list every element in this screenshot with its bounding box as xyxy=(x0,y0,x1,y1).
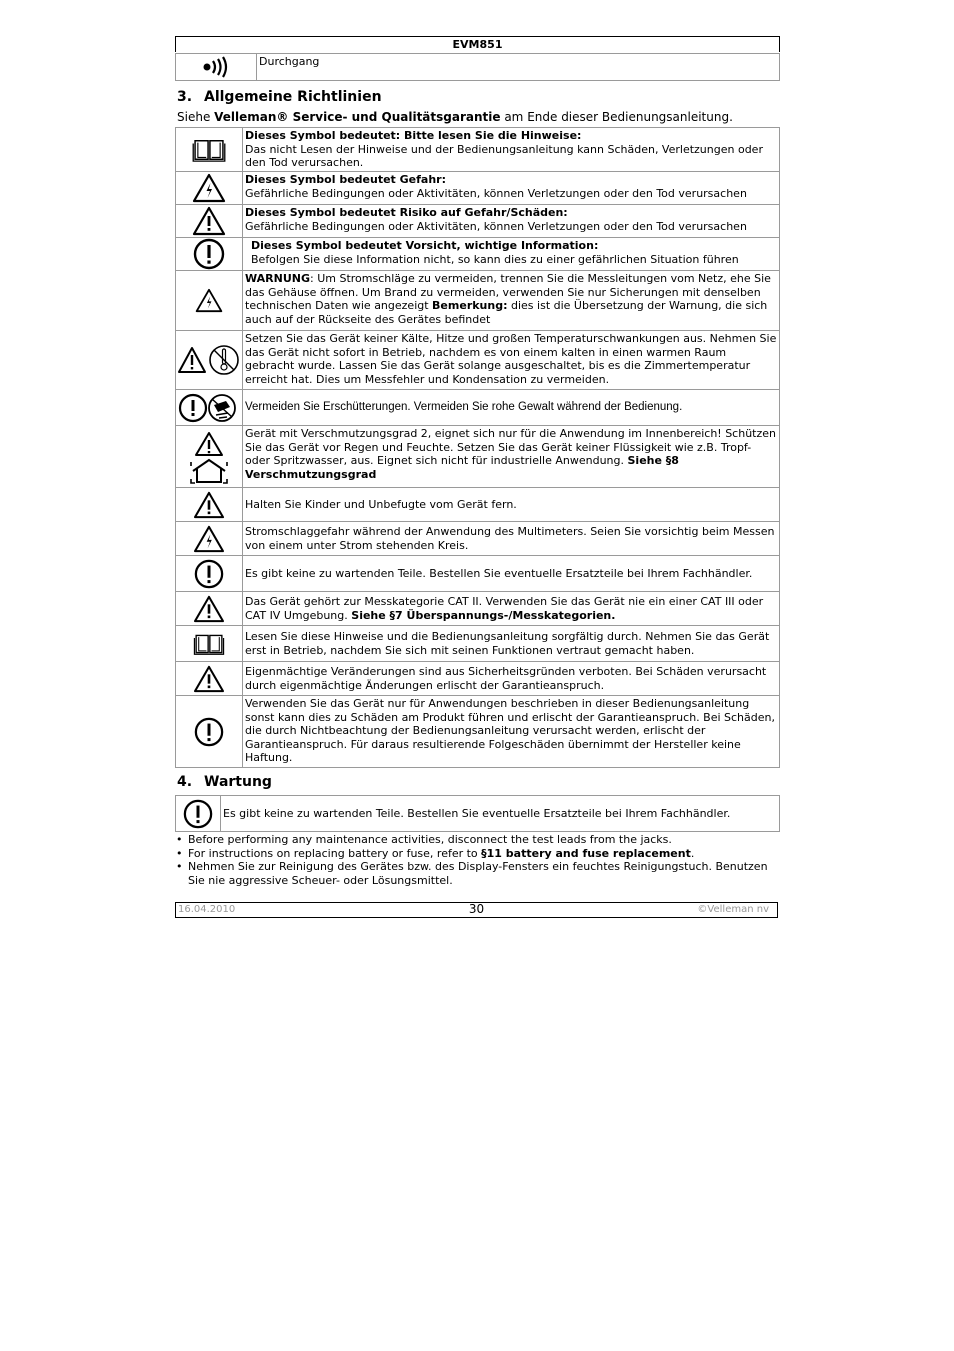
icon-cell xyxy=(176,271,243,331)
exclamation-circle-icon xyxy=(194,717,224,747)
section-number: 4. xyxy=(177,774,193,790)
icon-cell xyxy=(176,592,243,626)
guideline-text: Dieses Symbol bedeutet Gefahr: Gefährliche Bedingungen oder Aktivitäten, können Verletzungen oder den Tod verursachen xyxy=(243,172,780,205)
section-3-heading xyxy=(175,89,780,105)
table-row xyxy=(176,172,780,205)
section-title: Allgemeine Richtlinien xyxy=(204,89,382,105)
guideline-text: Dieses Symbol bedeutet Risiko auf Gefahr/Schäden: Gefährliche Bedingungen oder Aktivitäten, können Verletzungen oder den Tod verursachen xyxy=(243,205,780,238)
table-row xyxy=(176,626,780,662)
guideline-text: Dieses Symbol bedeutet: Bitte lesen Sie die Hinweise: Das nicht Lesen der Hinweise und der Bedienungsanleitung kann Schäden, Verletzungen oder den Tod verursachen. xyxy=(243,128,780,172)
temperature-warning-icon xyxy=(178,343,240,377)
safety-guidelines-table xyxy=(175,127,780,768)
section-title: Wartung xyxy=(204,774,272,790)
table-row xyxy=(176,556,780,592)
exclamation-circle-icon xyxy=(193,238,225,270)
section-4-heading xyxy=(175,774,780,790)
maintenance-list xyxy=(175,833,780,887)
icon-cell xyxy=(176,390,243,426)
continuity-icon xyxy=(201,56,231,78)
icon-cell xyxy=(176,426,243,488)
page-number: 30 xyxy=(468,902,485,916)
list-item: • Nehmen Sie zur Reinigung des Gerätes bzw. des Display-Fensters ein feuchtes Reinigungstuch. Benutzen Sie nie aggressive Scheuer- oder Lösungsmittel. xyxy=(175,860,780,887)
table-row xyxy=(176,426,780,488)
footer-copyright: ©Velleman nv xyxy=(697,904,769,915)
list-item: • Before performing any maintenance activities, disconnect the test leads from the jacks. xyxy=(175,833,780,847)
warning-triangle-icon xyxy=(193,595,225,623)
table-row xyxy=(176,796,780,832)
icon-cell xyxy=(176,238,243,271)
icon-cell xyxy=(176,488,243,522)
table-row xyxy=(176,390,780,426)
indoor-use-icon xyxy=(189,429,229,485)
warning-triangle-icon xyxy=(192,206,226,236)
guideline-text: Halten Sie Kinder und Unbefugte vom Gerät fern. xyxy=(243,488,780,522)
table-row xyxy=(176,522,780,556)
page-header xyxy=(175,36,780,52)
table-row xyxy=(176,592,780,626)
guideline-text: Das Gerät gehört zur Messkategorie CAT II. Verwenden Sie das Gerät nie ein einer CAT III oder CAT IV Umgebung. Siehe §7 Überspannungs-/Messkategorien. xyxy=(243,592,780,626)
table-row xyxy=(176,271,780,331)
guideline-text: Stromschlaggefahr während der Anwendung des Multimeters. Seien Sie vorsichtig beim Messen von einem unter Strom stehenden Kreis. xyxy=(243,522,780,556)
footer-date: 16.04.2010 xyxy=(178,904,236,915)
icon-cell xyxy=(176,522,243,556)
table-row xyxy=(176,54,780,81)
icon-cell xyxy=(176,662,243,696)
continuity-label: Durchgang xyxy=(257,54,780,81)
warning-triangle-icon xyxy=(193,491,225,519)
maintenance-note: Es gibt keine zu wartenden Teile. Bestellen Sie eventuelle Ersatzteile bei Ihrem Fachhändler. xyxy=(221,796,780,832)
icon-cell xyxy=(176,696,243,768)
symbol-table-top xyxy=(175,53,780,81)
table-row xyxy=(176,128,780,172)
table-row xyxy=(176,696,780,768)
section-3-intro: Siehe Velleman® Service- und Qualitätsgarantie am Ende dieser Bedienungsanleitung. xyxy=(177,110,733,124)
table-row xyxy=(176,331,780,390)
guideline-text: WARNUNG: Um Stromschläge zu vermeiden, trennen Sie die Messleitungen vom Netz, ehe Sie das Gehäuse öffnen. Um Brand zu vermeiden, verwenden Sie nur Sicherungen mit denselben technischen Daten wie angezeigt Bemerkung: dies ist die Übersetzung der Warnung, die sich auch auf der Rückseite des Gerätes befindet xyxy=(243,271,780,331)
book-icon xyxy=(192,137,226,163)
icon-cell xyxy=(176,626,243,662)
guideline-text: Gerät mit Verschmutzungsgrad 2, eignet sich nur für die Anwendung im Innenbereich! Schützen Sie das Gerät vor Regen und Feuchte. Setzen Sie das Gerät keiner Flüssigkeit wie z.B. Tropf- oder Spritzwasser, aus. Eignet sich nicht für industrielle Anwendung. Siehe §8 Verschmutzungsgrad xyxy=(243,426,780,488)
table-row xyxy=(176,488,780,522)
lightning-triangle-icon xyxy=(193,525,225,553)
model-name: EVM851 xyxy=(452,38,503,51)
table-row xyxy=(176,238,780,271)
shock-vibration-icon xyxy=(178,393,240,423)
icon-cell xyxy=(176,128,243,172)
guideline-text: Dieses Symbol bedeutet Vorsicht, wichtige Information: Befolgen Sie diese Information nicht, so kann dies zu einer gefährlichen Situation führen xyxy=(243,238,780,271)
table-row xyxy=(176,205,780,238)
page-footer xyxy=(175,902,778,918)
list-item: • For instructions on replacing battery or fuse, refer to §11 battery and fuse replacement. xyxy=(175,847,780,861)
icon-cell xyxy=(176,556,243,592)
guideline-text: Lesen Sie diese Hinweise und die Bedienungsanleitung sorgfältig durch. Nehmen Sie das Gerät erst in Betrieb, nachdem Sie sich mit seinen Funktionen vertraut gemacht haben. xyxy=(243,626,780,662)
warning-triangle-icon xyxy=(193,665,225,693)
guideline-text: Vermeiden Sie Erschütterungen. Vermeiden Sie rohe Gewalt während der Bedienung. xyxy=(243,390,780,426)
exclamation-circle-icon xyxy=(194,559,224,589)
lightning-triangle-icon xyxy=(195,288,223,313)
guideline-text: Eigenmächtige Veränderungen sind aus Sicherheitsgründen verboten. Bei Schäden verursacht durch eigenmächtige Änderungen erlischt der Garantieanspruch. xyxy=(243,662,780,696)
icon-cell xyxy=(176,172,243,205)
book-icon xyxy=(193,632,225,656)
icon-cell xyxy=(176,205,243,238)
table-row xyxy=(176,662,780,696)
guideline-text: Setzen Sie das Gerät keiner Kälte, Hitze und großen Temperaturschwankungen aus. Nehmen Sie das Gerät nicht sofort in Betrieb, nachdem es von einem kalten in einen warmen Raum gebracht wurde. Lassen Sie das Gerät solange ausgeschaltet, bis es die Zimmertemperatur erreicht hat. Dies um Messfehler und Kondensation zu vermeiden. xyxy=(243,331,780,390)
exclamation-circle-icon xyxy=(183,799,213,829)
guideline-text: Es gibt keine zu wartenden Teile. Bestellen Sie eventuelle Ersatzteile bei Ihrem Fachhändler. xyxy=(243,556,780,592)
icon-cell xyxy=(176,331,243,390)
maintenance-table xyxy=(175,795,780,832)
icon-cell xyxy=(176,796,221,832)
section-number: 3. xyxy=(177,89,193,105)
icon-cell xyxy=(176,54,257,81)
lightning-triangle-icon xyxy=(192,173,226,203)
guideline-text: Verwenden Sie das Gerät nur für Anwendungen beschrieben in dieser Bedienungsanleitung sonst kann dies zu Schäden am Produkt führen und erlischt der Garantieanspruch. Bei Schäden, die durch Nichtbeachtung der Bedienungsanleitung verursacht werden, erlischt der Garantieanspruch. Für daraus resultierende Folgeschäden übernimmt der Hersteller keine Haftung. xyxy=(243,696,780,768)
